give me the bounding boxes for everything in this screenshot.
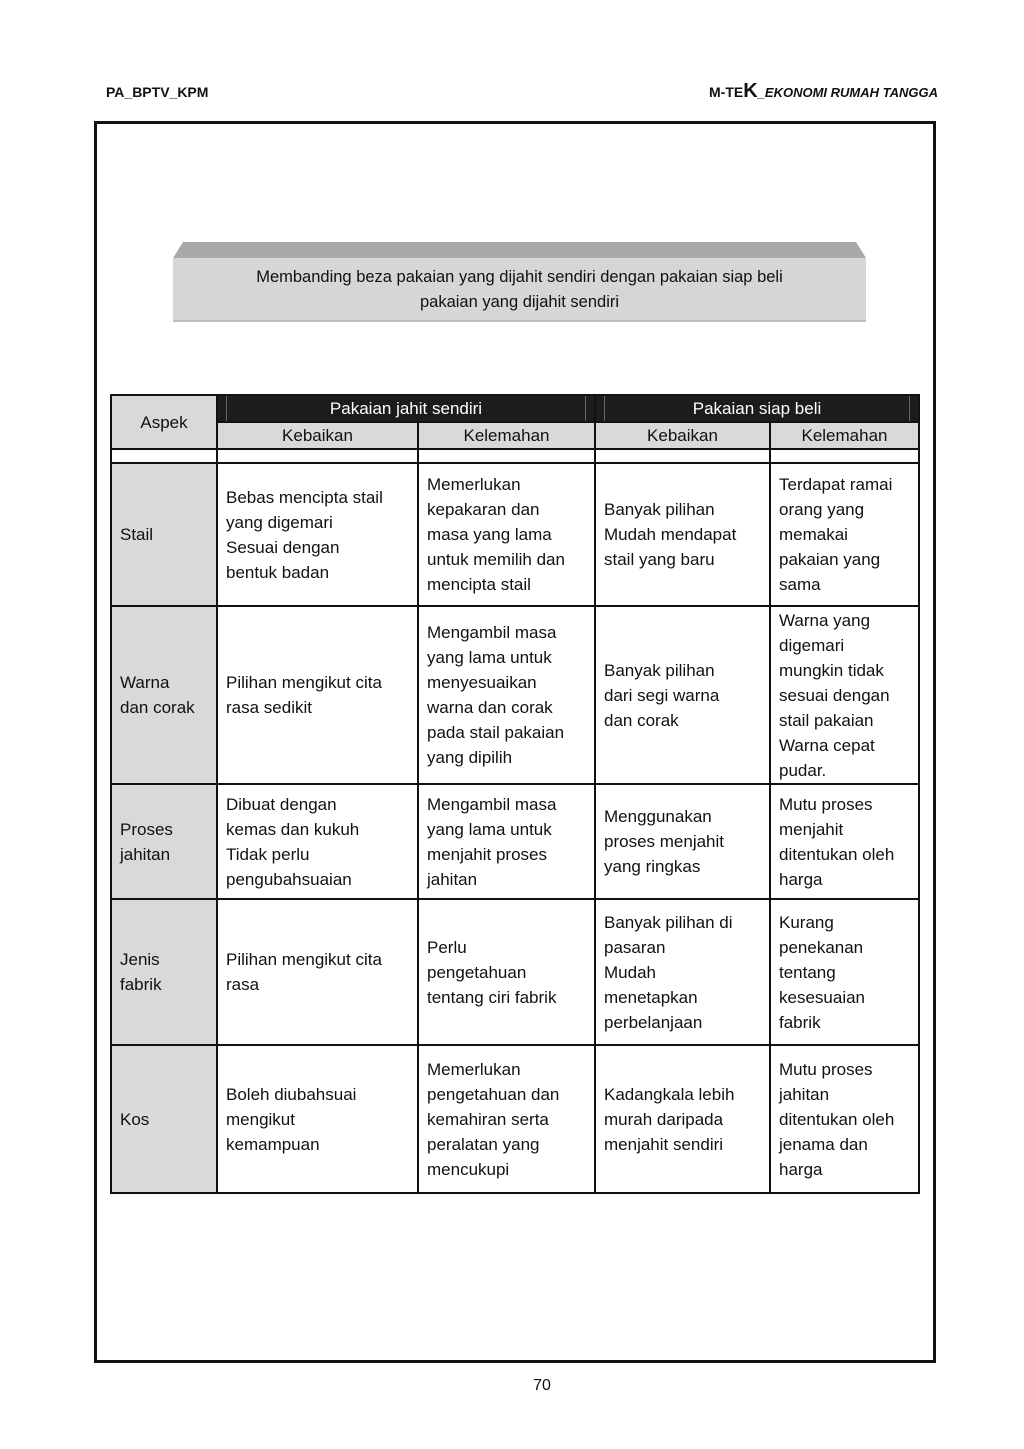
table-cell: Kadangkala lebih murah daripada menjahit sendiri [595, 1045, 770, 1193]
table-cell: Memerlukan kepakaran dan masa yang lama untuk memilih dan mencipta stail [418, 463, 595, 606]
header-right-suffix: _EKONOMI RUMAH TANGGA [757, 85, 938, 100]
table-cell: Terdapat ramai orang yang memakai pakaian yang sama [770, 463, 919, 606]
table-cell: Mengambil masa yang lama untuk menjahit proses jahitan [418, 784, 595, 899]
table-cell: Menggunakan proses menjahit yang ringkas [595, 784, 770, 899]
table-cell: Perlu pengetahuan tentang ciri fabrik [418, 899, 595, 1045]
title-banner [173, 242, 866, 322]
table-cell: Bebas mencipta stail yang digemari Sesuai dengan bentuk badan [217, 463, 418, 606]
page-number: 70 [533, 1377, 551, 1394]
table-cell: Banyak pilihan di pasaran Mudah menetapkan perbelanjaan [595, 899, 770, 1045]
header-right-big-letter: K [743, 80, 758, 102]
table-row [111, 1045, 919, 1193]
table-cell: Memerlukan pengetahuan dan kemahiran serta peralatan yang mencukupi [418, 1045, 595, 1193]
banner-line-2: pakaian yang dijahit sendiri [419, 293, 620, 311]
header-left: PA_BPTV_KPM [106, 84, 209, 100]
table-cell: Banyak pilihan dari segi warna dan corak [595, 606, 770, 784]
table-cell: Warna yang digemari mungkin tidak sesuai dengan stail pakaian Warna cepat pudar. [770, 606, 919, 784]
header-group-siap-beli [595, 395, 919, 422]
table-cell: Mutu proses menjahit ditentukan oleh harga [770, 784, 919, 899]
banner-bevel [173, 242, 866, 258]
header-group-jahit-sendiri-label: Pakaian jahit sendiri [226, 396, 586, 421]
row-aspek-proses: Proses jahitan [111, 784, 217, 899]
table-cell: Banyak pilihan Mudah mendapat stail yang baru [595, 463, 770, 606]
table-cell: Mengambil masa yang lama untuk menyesuaikan warna dan corak pada stail pakaian yang dipilih [418, 606, 595, 784]
header-sub-kebaikan-2: Kebaikan [595, 422, 770, 449]
table-cell: Boleh diubahsuai mengikut kemampuan [217, 1045, 418, 1193]
header-sub-kelemahan-1: Kelemahan [418, 422, 595, 449]
table-cell: Dibuat dengan kemas dan kukuh Tidak perlu pengubahsuaian [217, 784, 418, 899]
banner-line-1: Membanding beza pakaian yang dijahit sendiri dengan pakaian siap beli [256, 268, 783, 286]
table-cell: Mutu proses jahitan ditentukan oleh jenama dan harga [770, 1045, 919, 1193]
header-right-prefix: M-TE [709, 84, 744, 100]
table-row [111, 606, 919, 784]
table-row [111, 463, 919, 606]
header-sub-kelemahan-2: Kelemahan [770, 422, 919, 449]
header-sub-kebaikan-1: Kebaikan [217, 422, 418, 449]
header-group-siap-beli-label: Pakaian siap beli [604, 396, 910, 421]
table-row [111, 784, 919, 899]
header-aspek: Aspek [111, 395, 217, 449]
table-cell: Pilihan mengikut cita rasa sedikit [217, 606, 418, 784]
comparison-table [110, 394, 920, 1194]
row-aspek-fabrik: Jenis fabrik [111, 899, 217, 1045]
banner-body [173, 258, 866, 322]
table-cell: Kurang penekanan tentang kesesuaian fabrik [770, 899, 919, 1045]
header-right [709, 80, 938, 103]
table-row [111, 899, 919, 1045]
row-aspek-warna: Warna dan corak [111, 606, 217, 784]
row-aspek-kos: Kos [111, 1045, 217, 1193]
header-group-jahit-sendiri [217, 395, 595, 422]
row-aspek-stail: Stail [111, 463, 217, 606]
table-cell: Pilihan mengikut cita rasa [217, 899, 418, 1045]
